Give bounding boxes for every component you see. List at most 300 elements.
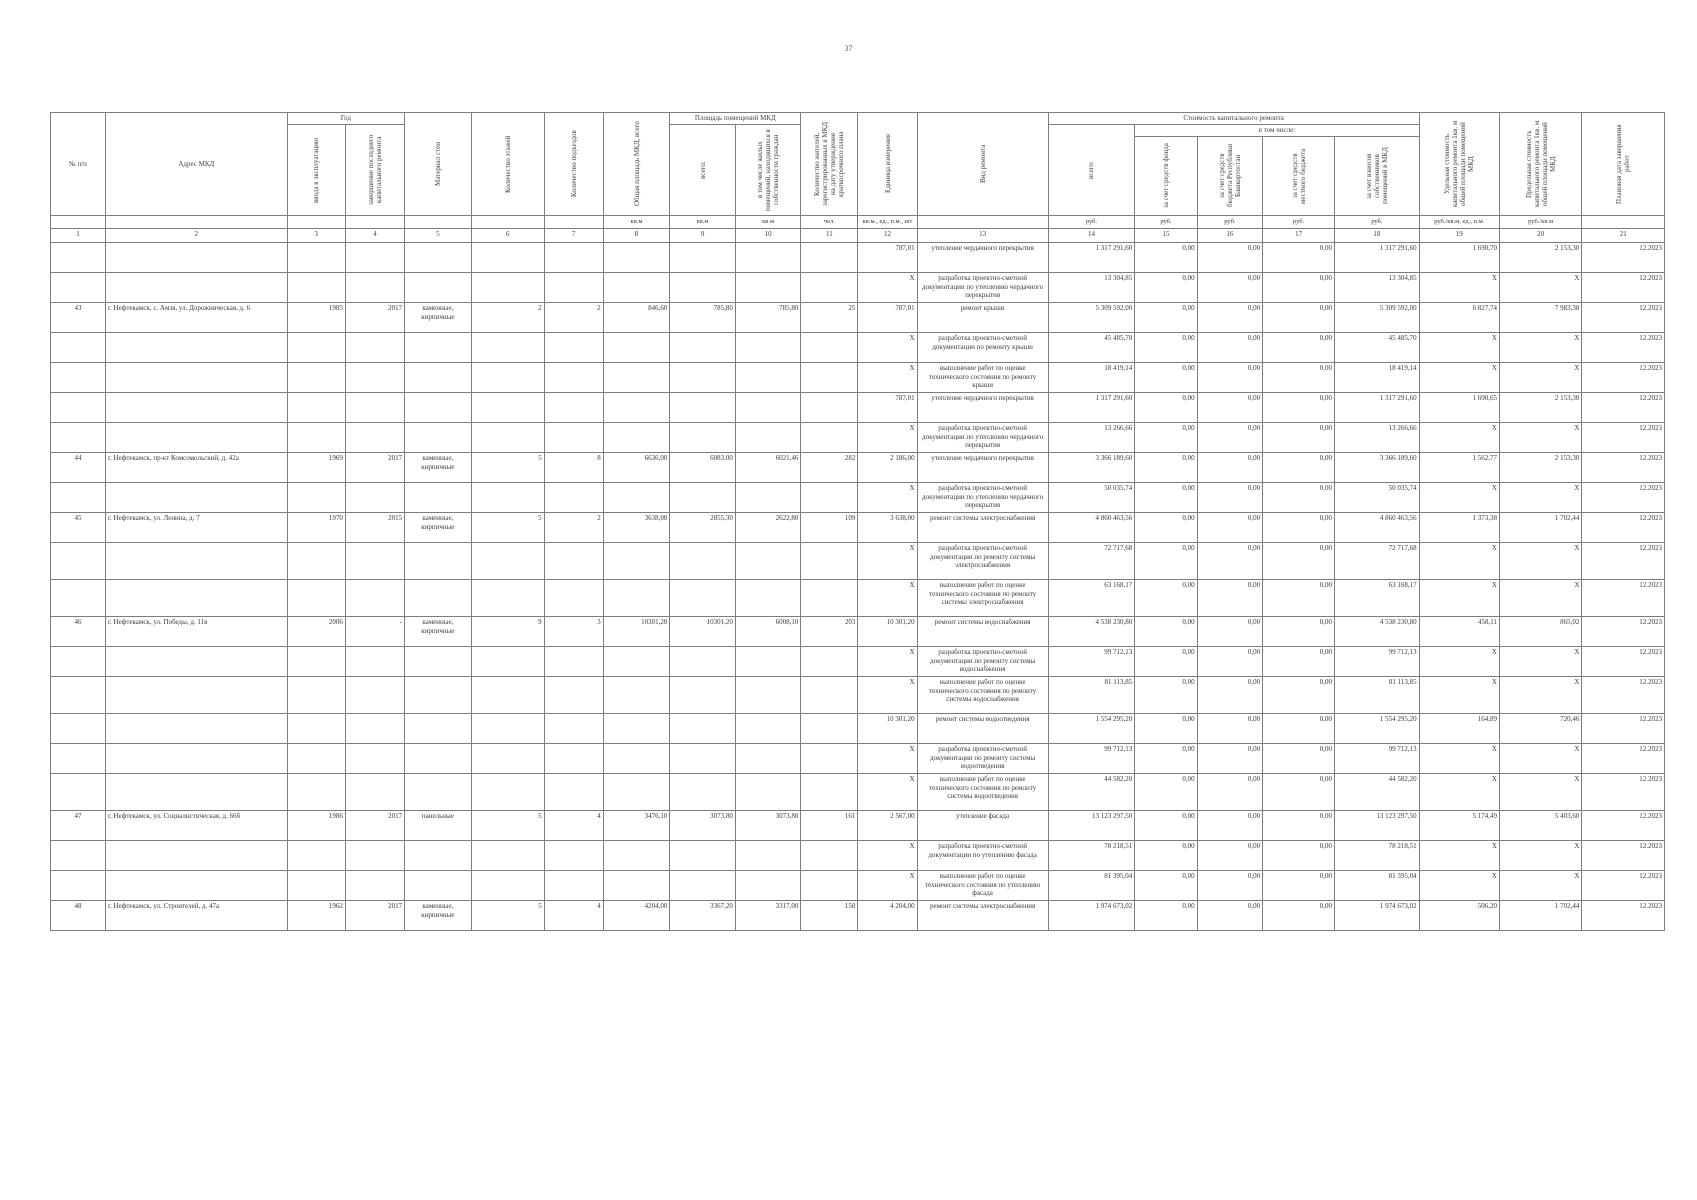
cost-local-cell: 0,00 — [1263, 453, 1335, 483]
cost-owners-cell: 99 712,13 — [1335, 647, 1420, 677]
premises-total-cell: 2855,30 — [670, 513, 736, 543]
premises-total-cell: 10301,20 — [670, 617, 736, 647]
table-row — [51, 333, 1665, 363]
cost-local-cell: 0,00 — [1263, 513, 1335, 543]
specific-cost-cell: X — [1419, 363, 1499, 393]
specific-cost-cell: 1 373,38 — [1419, 513, 1499, 543]
cost-local-cell: 0,00 — [1263, 543, 1335, 580]
repair-type-cell: утепление чердачного перекрытия — [917, 453, 1048, 483]
entrances-cell — [544, 393, 603, 423]
limit-cost-cell: 5 403,60 — [1499, 811, 1581, 841]
residents-cell — [801, 580, 858, 617]
specific-cost-cell: 1 690,65 — [1419, 393, 1499, 423]
premises-residential-cell: 785,80 — [735, 303, 801, 333]
col-premises-residential-header: в том числе жилых помещений, находящихся в собственности граждан — [735, 125, 801, 216]
residents-cell — [801, 333, 858, 363]
unit-cell: чел. — [801, 216, 858, 229]
address-cell — [105, 744, 287, 774]
cost-owners-cell: 81 113,85 — [1335, 677, 1420, 714]
col-limit-cost-header: Предельная стоимость капитального ремонта 1кв. м общей площади помещений МКД — [1499, 113, 1581, 216]
repair-type-cell: разработка проектно-сметной документации по ремонту крыши — [917, 333, 1048, 363]
cost-republic-cell: 0,00 — [1197, 841, 1263, 871]
specific-cost-cell: X — [1419, 677, 1499, 714]
unit-cell: кв.м., ед., п.м., шт — [858, 216, 917, 229]
cost-owners-cell: 18 419,14 — [1335, 363, 1420, 393]
unit-measure-cell: X — [858, 744, 917, 774]
column-number-cell: 4 — [345, 229, 404, 243]
year-commissioning-cell — [287, 363, 345, 393]
cost-owners-cell: 4 860 463,56 — [1335, 513, 1420, 543]
col-unit-header: Единица измерения — [858, 113, 917, 216]
premises-total-cell: 3367,20 — [670, 901, 736, 931]
wall-material-cell — [405, 423, 472, 453]
cost-total-cell: 45 485,70 — [1048, 333, 1135, 363]
row-number-cell — [51, 243, 106, 273]
repair-type-cell: разработка проектно-сметной документации по утеплению чердачного перекрытия — [917, 423, 1048, 453]
cost-fund-cell: 0,00 — [1135, 243, 1197, 273]
address-cell: г. Нефтекамск, ул. Строителей, д. 47а — [105, 901, 287, 931]
floors-cell: 9 — [471, 617, 544, 647]
specific-cost-cell: X — [1419, 841, 1499, 871]
floors-cell: 5 — [471, 453, 544, 483]
table-row — [51, 841, 1665, 871]
cost-total-cell: 81 395,04 — [1048, 871, 1135, 901]
planned-date-cell: 12.2023 — [1582, 811, 1665, 841]
planned-date-cell: 12.2023 — [1582, 273, 1665, 303]
repair-type-cell: выполнение работ по оценке технического состояния по ремонту системы водоотведения — [917, 774, 1048, 811]
floors-cell — [471, 543, 544, 580]
column-number-cell: 11 — [801, 229, 858, 243]
table-row — [51, 677, 1665, 714]
specific-cost-cell: X — [1419, 580, 1499, 617]
planned-date-cell: 12.2023 — [1582, 647, 1665, 677]
cost-total-cell: 99 712,13 — [1048, 744, 1135, 774]
table-row — [51, 871, 1665, 901]
limit-cost-cell: 720,46 — [1499, 714, 1581, 744]
unit-measure-cell: X — [858, 580, 917, 617]
unit-cell — [287, 216, 345, 229]
year-commissioning-cell: 1969 — [287, 453, 345, 483]
total-area-cell: 10301,20 — [603, 617, 670, 647]
residents-cell — [801, 744, 858, 774]
address-cell — [105, 841, 287, 871]
year-last-repair-cell: 2017 — [345, 811, 404, 841]
column-numbers-row — [51, 229, 1665, 243]
specific-cost-cell: X — [1419, 273, 1499, 303]
wall-material-cell — [405, 243, 472, 273]
col-cost-total-header: всего: — [1048, 125, 1135, 216]
floors-cell — [471, 273, 544, 303]
limit-cost-cell: X — [1499, 423, 1581, 453]
row-number-cell: 48 — [51, 901, 106, 931]
residents-cell: 203 — [801, 617, 858, 647]
cost-republic-cell: 0,00 — [1197, 513, 1263, 543]
repair-type-cell: утепление чердачного перекрытия — [917, 243, 1048, 273]
year-commissioning-cell — [287, 423, 345, 453]
total-area-cell — [603, 483, 670, 513]
year-last-repair-cell — [345, 543, 404, 580]
unit-measure-cell: 2 567,00 — [858, 811, 917, 841]
cost-fund-cell: 0,00 — [1135, 647, 1197, 677]
col-specific-cost-header: Удельная стоимость капитального ремонта 1кв. м общей площади помещений МКД — [1419, 113, 1499, 216]
address-cell — [105, 423, 287, 453]
cost-total-cell: 81 113,85 — [1048, 677, 1135, 714]
year-commissioning-cell — [287, 774, 345, 811]
total-area-cell — [603, 580, 670, 617]
limit-cost-cell: X — [1499, 363, 1581, 393]
cost-fund-cell: 0,00 — [1135, 677, 1197, 714]
wall-material-cell — [405, 273, 472, 303]
residents-cell — [801, 363, 858, 393]
cost-total-cell: 1 554 295,20 — [1048, 714, 1135, 744]
row-number-cell — [51, 363, 106, 393]
row-number-cell: 47 — [51, 811, 106, 841]
specific-cost-cell: X — [1419, 543, 1499, 580]
limit-cost-cell: 7 983,38 — [1499, 303, 1581, 333]
cost-total-cell: 1 974 673,02 — [1048, 901, 1135, 931]
cost-local-cell: 0,00 — [1263, 333, 1335, 363]
address-cell — [105, 677, 287, 714]
limit-cost-cell: X — [1499, 333, 1581, 363]
cost-republic-cell: 0,00 — [1197, 901, 1263, 931]
cost-republic-cell: 0,00 — [1197, 483, 1263, 513]
floors-cell — [471, 423, 544, 453]
cost-owners-cell: 1 974 673,02 — [1335, 901, 1420, 931]
unit-measure-cell: 787,01 — [858, 243, 917, 273]
cost-local-cell: 0,00 — [1263, 580, 1335, 617]
column-number-cell: 10 — [735, 229, 801, 243]
entrances-cell — [544, 333, 603, 363]
planned-date-cell: 12.2023 — [1582, 901, 1665, 931]
premises-residential-cell — [735, 483, 801, 513]
cost-fund-cell: 0,00 — [1135, 744, 1197, 774]
address-cell — [105, 871, 287, 901]
wall-material-cell: каменные, кирпичные — [405, 617, 472, 647]
year-last-repair-cell — [345, 744, 404, 774]
unit-measure-cell: 3 638,00 — [858, 513, 917, 543]
table-row — [51, 363, 1665, 393]
entrances-cell: 2 — [544, 303, 603, 333]
floors-cell — [471, 363, 544, 393]
entrances-cell — [544, 273, 603, 303]
total-area-cell: 6636,00 — [603, 453, 670, 483]
entrances-cell — [544, 483, 603, 513]
floors-cell — [471, 744, 544, 774]
cost-local-cell: 0,00 — [1263, 243, 1335, 273]
total-area-cell — [603, 647, 670, 677]
premises-total-cell — [670, 677, 736, 714]
col-floors-header: Количество этажей — [471, 113, 544, 216]
floors-cell — [471, 483, 544, 513]
cost-local-cell: 0,00 — [1263, 714, 1335, 744]
premises-residential-cell — [735, 273, 801, 303]
total-area-cell — [603, 273, 670, 303]
cost-total-cell: 44 582,20 — [1048, 774, 1135, 811]
row-number-cell — [51, 580, 106, 617]
wall-material-cell — [405, 871, 472, 901]
year-last-repair-cell — [345, 393, 404, 423]
column-number-cell: 8 — [603, 229, 670, 243]
address-cell: г. Нефтекамск, пр-кт Комсомольский, д. 42а — [105, 453, 287, 483]
wall-material-cell — [405, 483, 472, 513]
unit-cell: кв.м — [735, 216, 801, 229]
cost-total-cell: 13 266,66 — [1048, 423, 1135, 453]
column-number-cell: 9 — [670, 229, 736, 243]
repair-type-cell: разработка проектно-сметной документации по утеплению фасада — [917, 841, 1048, 871]
repair-type-cell: разработка проектно-сметной документации по ремонту системы электроснабжения — [917, 543, 1048, 580]
floors-cell: 5 — [471, 901, 544, 931]
column-number-cell: 2 — [105, 229, 287, 243]
residents-cell: 109 — [801, 513, 858, 543]
specific-cost-cell: X — [1419, 483, 1499, 513]
year-last-repair-cell: 2017 — [345, 453, 404, 483]
premises-residential-cell — [735, 871, 801, 901]
premises-total-cell — [670, 393, 736, 423]
entrances-cell — [544, 580, 603, 617]
year-last-repair-cell — [345, 243, 404, 273]
limit-cost-cell: X — [1499, 871, 1581, 901]
premises-residential-cell — [735, 543, 801, 580]
limit-cost-cell: X — [1499, 543, 1581, 580]
address-cell: г. Нефтекамск, с. Амзя, ул. Дорожническая, д. 6 — [105, 303, 287, 333]
year-commissioning-cell — [287, 580, 345, 617]
cost-republic-cell: 0,00 — [1197, 543, 1263, 580]
wall-material-cell — [405, 841, 472, 871]
unit-measure-cell: 787,01 — [858, 303, 917, 333]
row-number-cell — [51, 647, 106, 677]
row-number-cell — [51, 774, 106, 811]
unit-measure-cell: 2 186,00 — [858, 453, 917, 483]
col-entrances-header: Количество подъездов — [544, 113, 603, 216]
year-commissioning-cell: 1962 — [287, 901, 345, 931]
row-number-cell: 43 — [51, 303, 106, 333]
column-number-cell: 16 — [1197, 229, 1263, 243]
residents-cell — [801, 714, 858, 744]
column-number-cell: 6 — [471, 229, 544, 243]
cost-owners-cell: 81 395,04 — [1335, 871, 1420, 901]
table-row — [51, 453, 1665, 483]
cost-total-cell: 1 317 291,60 — [1048, 393, 1135, 423]
cost-owners-cell: 44 582,20 — [1335, 774, 1420, 811]
premises-total-cell — [670, 744, 736, 774]
cost-total-cell: 4 860 463,56 — [1048, 513, 1135, 543]
cost-republic-cell: 0,00 — [1197, 453, 1263, 483]
cost-owners-cell: 1 554 295,20 — [1335, 714, 1420, 744]
cost-total-cell: 99 712,13 — [1048, 647, 1135, 677]
row-number-cell — [51, 714, 106, 744]
specific-cost-cell: 6 827,74 — [1419, 303, 1499, 333]
cost-republic-cell: 0,00 — [1197, 393, 1263, 423]
premises-residential-cell — [735, 774, 801, 811]
cost-total-cell: 50 035,74 — [1048, 483, 1135, 513]
column-number-cell: 21 — [1582, 229, 1665, 243]
floors-cell: 5 — [471, 513, 544, 543]
address-cell — [105, 580, 287, 617]
cost-local-cell: 0,00 — [1263, 363, 1335, 393]
cost-total-cell: 4 538 230,80 — [1048, 617, 1135, 647]
unit-cell — [471, 216, 544, 229]
total-area-cell: 846,60 — [603, 303, 670, 333]
floors-cell — [471, 647, 544, 677]
year-commissioning-cell: 1970 — [287, 513, 345, 543]
specific-cost-cell: X — [1419, 333, 1499, 363]
cost-local-cell: 0,00 — [1263, 901, 1335, 931]
specific-cost-cell: 458,11 — [1419, 617, 1499, 647]
residents-cell — [801, 841, 858, 871]
cost-republic-cell: 0,00 — [1197, 714, 1263, 744]
planned-date-cell: 12.2023 — [1582, 393, 1665, 423]
table-row — [51, 714, 1665, 744]
planned-date-cell: 12.2023 — [1582, 543, 1665, 580]
floors-cell: 5 — [471, 811, 544, 841]
unit-measure-cell: X — [858, 841, 917, 871]
address-cell: г. Нефтекамск, ул. Ленина, д. 7 — [105, 513, 287, 543]
entrances-cell: 3 — [544, 617, 603, 647]
unit-cell — [405, 216, 472, 229]
wall-material-cell: панельные — [405, 811, 472, 841]
limit-cost-cell: X — [1499, 647, 1581, 677]
cost-republic-cell: 0,00 — [1197, 811, 1263, 841]
premises-total-cell — [670, 871, 736, 901]
residents-cell — [801, 423, 858, 453]
total-area-cell — [603, 871, 670, 901]
wall-material-cell: каменные, кирпичные — [405, 513, 472, 543]
unit-measure-cell: X — [858, 677, 917, 714]
cost-fund-cell: 0,00 — [1135, 303, 1197, 333]
repair-type-cell: выполнение работ по оценке технического состояния по утеплению фасада — [917, 871, 1048, 901]
cost-owners-cell: 45 485,70 — [1335, 333, 1420, 363]
premises-residential-cell: 3317,00 — [735, 901, 801, 931]
repair-type-cell: разработка проектно-сметной документации по утеплению чердачного перекрытия — [917, 273, 1048, 303]
specific-cost-cell: X — [1419, 871, 1499, 901]
entrances-cell — [544, 363, 603, 393]
year-last-repair-cell: 2017 — [345, 901, 404, 931]
planned-date-cell: 12.2023 — [1582, 423, 1665, 453]
col-cost-owners-header: за счет взносов собственников помещений в МКД — [1335, 137, 1420, 216]
residents-cell — [801, 647, 858, 677]
cost-owners-cell: 78 218,51 — [1335, 841, 1420, 871]
premises-residential-cell: 6021,46 — [735, 453, 801, 483]
cost-total-cell: 18 419,14 — [1048, 363, 1135, 393]
cost-republic-cell: 0,00 — [1197, 774, 1263, 811]
specific-cost-cell: X — [1419, 744, 1499, 774]
year-commissioning-cell — [287, 677, 345, 714]
wall-material-cell: каменные, кирпичные — [405, 453, 472, 483]
unit-measure-cell: 10 301,20 — [858, 617, 917, 647]
cost-total-cell: 3 366 189,60 — [1048, 453, 1135, 483]
cost-republic-cell: 0,00 — [1197, 363, 1263, 393]
premises-total-cell — [670, 273, 736, 303]
residents-cell — [801, 871, 858, 901]
entrances-cell — [544, 677, 603, 714]
premises-residential-cell: 2622,80 — [735, 513, 801, 543]
year-last-repair-cell — [345, 774, 404, 811]
table-row — [51, 243, 1665, 273]
cost-fund-cell: 0,00 — [1135, 580, 1197, 617]
limit-cost-cell: X — [1499, 273, 1581, 303]
limit-cost-cell: 2 153,30 — [1499, 453, 1581, 483]
planned-date-cell: 12.2023 — [1582, 677, 1665, 714]
column-number-cell: 19 — [1419, 229, 1499, 243]
column-number-cell: 12 — [858, 229, 917, 243]
page-number: 37 — [844, 44, 853, 53]
unit-cell: руб. — [1335, 216, 1420, 229]
cost-local-cell: 0,00 — [1263, 393, 1335, 423]
year-last-repair-cell: 2017 — [345, 303, 404, 333]
wall-material-cell: каменные, кирпичные — [405, 303, 472, 333]
floors-cell — [471, 580, 544, 617]
limit-cost-cell: 865,02 — [1499, 617, 1581, 647]
cost-fund-cell: 0,00 — [1135, 543, 1197, 580]
total-area-cell — [603, 774, 670, 811]
row-number-cell — [51, 677, 106, 714]
entrances-cell — [544, 243, 603, 273]
cost-local-cell: 0,00 — [1263, 677, 1335, 714]
address-cell — [105, 333, 287, 363]
column-number-cell: 7 — [544, 229, 603, 243]
table-row — [51, 744, 1665, 774]
cost-fund-cell: 0,00 — [1135, 333, 1197, 363]
cost-owners-cell: 99 712,13 — [1335, 744, 1420, 774]
row-number-cell — [51, 543, 106, 580]
planned-date-cell: 12.2023 — [1582, 453, 1665, 483]
premises-total-cell — [670, 483, 736, 513]
unit-cell: руб. — [1048, 216, 1135, 229]
planned-date-cell: 12.2023 — [1582, 363, 1665, 393]
floors-cell — [471, 333, 544, 363]
premises-total-cell — [670, 580, 736, 617]
entrances-cell — [544, 841, 603, 871]
cost-local-cell: 0,00 — [1263, 483, 1335, 513]
planned-date-cell: 12.2023 — [1582, 580, 1665, 617]
premises-residential-cell — [735, 333, 801, 363]
address-cell — [105, 363, 287, 393]
year-last-repair-cell — [345, 273, 404, 303]
premises-residential-cell: 6008,10 — [735, 617, 801, 647]
year-commissioning-cell: 1985 — [287, 303, 345, 333]
col-planned-date-header: Плановая дата завершения работ — [1582, 113, 1665, 216]
unit-measure-cell: X — [858, 423, 917, 453]
residents-cell: 282 — [801, 453, 858, 483]
total-area-cell — [603, 423, 670, 453]
unit-cell — [544, 216, 603, 229]
row-number-cell: 44 — [51, 453, 106, 483]
wall-material-cell — [405, 580, 472, 617]
entrances-cell — [544, 774, 603, 811]
unit-cell: руб. — [1197, 216, 1263, 229]
cost-total-cell: 13 304,85 — [1048, 273, 1135, 303]
planned-date-cell: 12.2023 — [1582, 714, 1665, 744]
premises-total-cell — [670, 647, 736, 677]
planned-date-cell: 12.2023 — [1582, 243, 1665, 273]
column-number-cell: 15 — [1135, 229, 1197, 243]
entrances-cell — [544, 647, 603, 677]
table-row — [51, 580, 1665, 617]
limit-cost-cell: 1 702,44 — [1499, 513, 1581, 543]
residents-cell — [801, 774, 858, 811]
total-area-cell — [603, 841, 670, 871]
limit-cost-cell: X — [1499, 580, 1581, 617]
total-area-cell: 4204,00 — [603, 901, 670, 931]
unit-cell — [345, 216, 404, 229]
repair-type-cell: разработка проектно-сметной документации по ремонту системы водоотведения — [917, 744, 1048, 774]
table-row — [51, 811, 1665, 841]
unit-measure-cell: X — [858, 333, 917, 363]
residents-cell: 161 — [801, 811, 858, 841]
floors-cell — [471, 714, 544, 744]
year-last-repair-cell — [345, 714, 404, 744]
cost-local-cell: 0,00 — [1263, 774, 1335, 811]
